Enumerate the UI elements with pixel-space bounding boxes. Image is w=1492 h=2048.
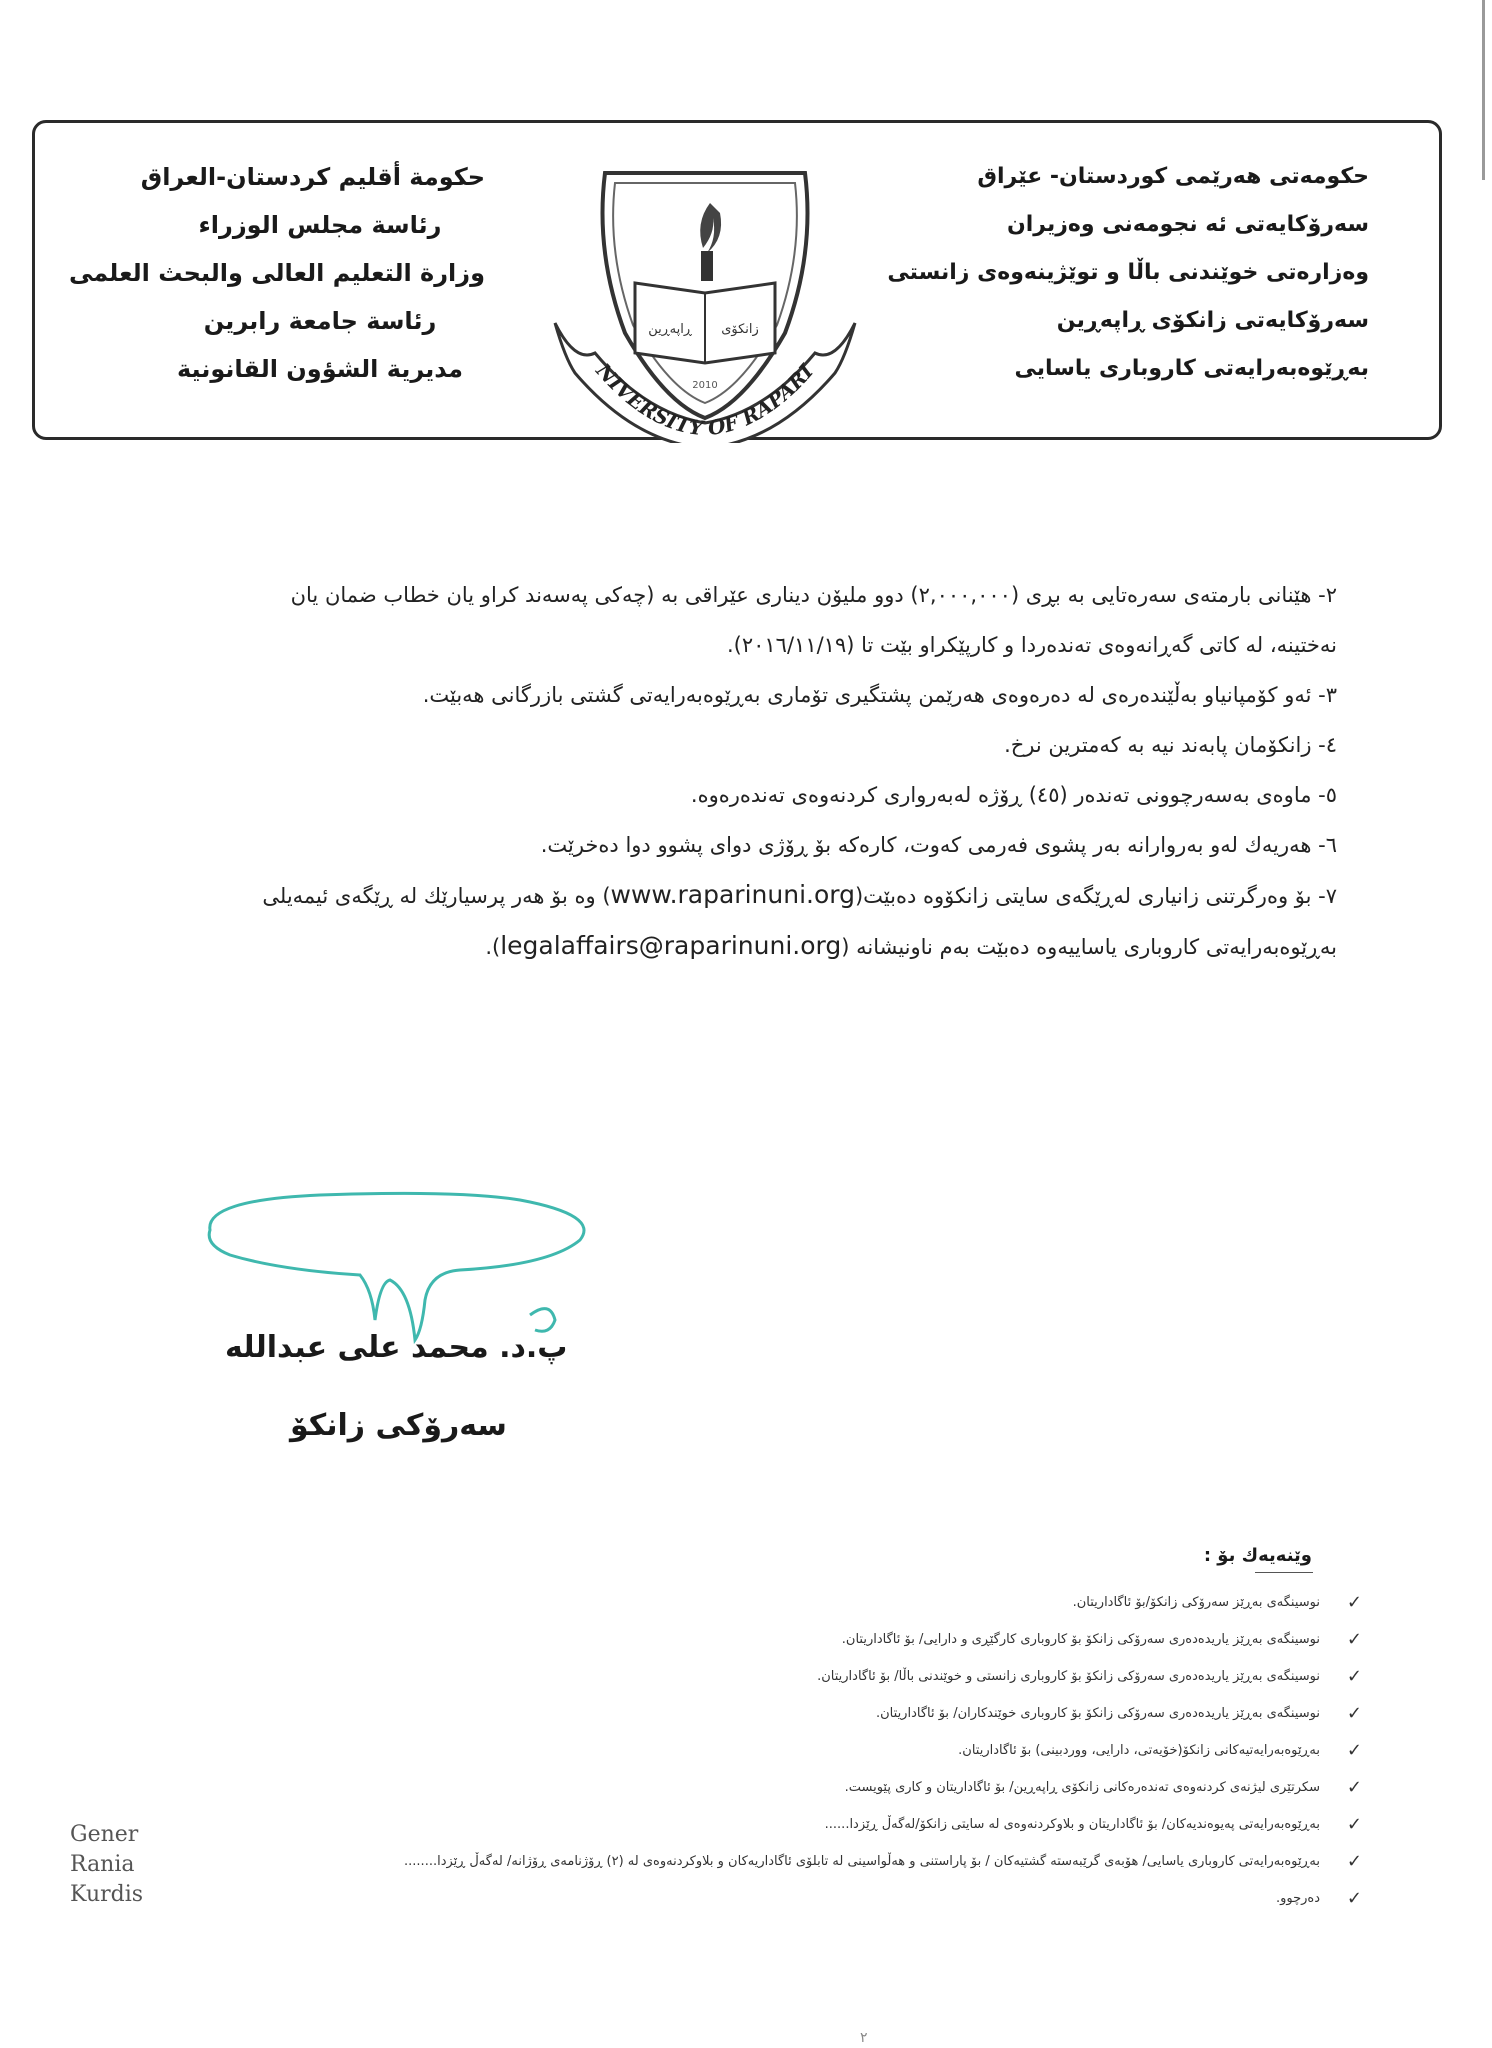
letterhead-kurdish-line: سەرۆکایەتی زانکۆی ڕاپەڕین — [1056, 308, 1369, 333]
letterhead-arabic-line: رئاسة مجلس الوزراء — [198, 211, 442, 239]
check-icon: ✓ — [1346, 1888, 1362, 1909]
cc-heading: وێنەیەك بۆ : — [1203, 1545, 1312, 1566]
condition-7-line2 — [157, 921, 1337, 972]
check-icon: ✓ — [1346, 1703, 1362, 1724]
letterhead — [32, 120, 1442, 440]
condition-7-suffix: ) وە بۆ هەر پرسیارێك لە ڕێگەی ئیمەیلی — [262, 884, 611, 908]
letterhead-arabic-line: حكومة أقليم كردستان-العراق — [140, 163, 485, 191]
fragment-line: Kurdis — [70, 1882, 144, 1907]
letterhead-kurdish-line: سەرۆکایەتی ئه نجومەنی وەزیران — [1006, 212, 1369, 237]
condition-7-line2-prefix: بەڕێوەبەرایەتی کاروباری یاساییەوە دەبێت بەم ناونیشانە ( — [841, 935, 1337, 959]
condition-3: ٣- ئەو کۆمپانیاو بەڵێندەرەی لە دەرەوەی هەرێمن پشتگیری تۆماری بەڕێوەبەرایەتی گشتی بازرگانی هەبێت. — [422, 683, 1337, 707]
cc-item-text: دەرچوو. — [1275, 1891, 1320, 1906]
cc-item — [212, 1621, 1362, 1658]
cc-item — [212, 1843, 1362, 1880]
university-seal-icon — [535, 143, 875, 443]
check-icon: ✓ — [1346, 1666, 1362, 1687]
fragment-line: Gener — [70, 1822, 139, 1847]
cc-item-text: بەڕێوەبەرایەتیەکانی زانکۆ(خۆیەتی، دارایی، ووردبینی) بۆ ئاگاداریتان. — [958, 1743, 1320, 1758]
cc-list — [212, 1584, 1362, 1917]
letterhead-arabic-line: مديرية الشؤون القانونية — [177, 355, 463, 383]
letterhead-kurdish-line: وەزارەتی خوێندنی باڵا و توێژینەوەی زانستی — [887, 260, 1369, 285]
cc-item-text: نوسینگەی بەڕێز یاریدەدەری سەرۆکی زانکۆ بۆ کاروباری خوێندکاران/ بۆ ئاگاداریتان. — [876, 1706, 1320, 1721]
cc-item-text: بەڕێوەبەرایەتی کاروباری یاسایی/ هۆبەی گرێبەستە گشتیەکان / بۆ پاراستنی و هەڵواسینی لە تابلۆی ئاگاداریەکان و بلاوکردنەوەی لە (٢) ڕۆژنامەی ڕۆژانە/ لەگەڵ ڕێزدا........ — [404, 1854, 1320, 1869]
website-link[interactable]: www.raparinuni.org — [610, 880, 855, 909]
tender-conditions — [157, 570, 1337, 972]
cc-item — [212, 1658, 1362, 1695]
condition-6: ٦- هەریەك لەو بەروارانە بەر پشوی فەرمی کەوت، کارەکە بۆ ڕۆژی دوای پشوو دوا دەخرێت. — [540, 833, 1337, 857]
check-icon: ✓ — [1346, 1629, 1362, 1650]
letterhead-arabic — [68, 153, 485, 393]
seal-book-right-text: ڕاپەڕین — [648, 322, 692, 337]
letterhead-kurdish-line: بەڕێوەبەرایەتی کاروباری یاسایی — [1014, 356, 1369, 381]
condition-7-prefix: ٧- بۆ وەرگرتنی زانیاری لەڕێگەی سایتی زانکۆوە دەبێت( — [854, 884, 1337, 908]
check-icon: ✓ — [1346, 1740, 1362, 1761]
cc-item — [212, 1732, 1362, 1769]
cc-item — [212, 1769, 1362, 1806]
cc-item — [212, 1806, 1362, 1843]
letterhead-kurdish-line: حکومەتی هەرێمی کوردستان- عێراق — [977, 164, 1369, 189]
condition-7-line2-suffix: ). — [485, 935, 501, 959]
condition-2-line2: نەختینە، لە کاتی گەڕانەوەی تەندەردا و کارپێکراو بێت تا (٢٠١٦/١١/١٩). — [726, 633, 1337, 657]
signatory-name: پ.د. محمد علی عبدالله — [225, 1330, 568, 1365]
check-icon: ✓ — [1346, 1814, 1362, 1835]
check-icon: ✓ — [1346, 1851, 1362, 1872]
cutoff-text-fragment — [70, 1820, 143, 1910]
cc-item-text: سکرتێری لیژنەی کردنەوەی تەندەرەکانی زانکۆی ڕاپەڕین/ بۆ ئاگاداریتان و کاری پێویست. — [844, 1780, 1320, 1795]
check-icon: ✓ — [1346, 1592, 1362, 1613]
check-icon: ✓ — [1346, 1777, 1362, 1798]
seal-year: 2010 — [692, 380, 718, 391]
letterhead-arabic-line: رئاسة جامعة رابرين — [203, 307, 437, 335]
condition-7-line1 — [157, 870, 1337, 921]
seal-ribbon-text: NIVERSITY OF RAPARI — [591, 358, 819, 441]
cc-item-text: نوسینگەی بەڕێز یاریدەدەری سەرۆکی زانکۆ بۆ کاروباری کارگێڕی و دارایی/ بۆ ئاگاداریتان. — [841, 1632, 1320, 1647]
cc-item — [212, 1880, 1362, 1917]
cc-item — [212, 1584, 1362, 1621]
condition-4: ٤- زانکۆمان پابەند نیە بە کەمترین نرخ. — [1004, 733, 1337, 757]
fragment-line: Rania — [70, 1852, 135, 1877]
letterhead-kurdish — [887, 153, 1369, 393]
cc-item — [212, 1695, 1362, 1732]
condition-2-line1: ٢- هێنانی بارمتەی سەرەتایی بە بڕی (٢,٠٠٠,٠٠٠) دوو ملیۆن دیناری عێراقی بە (چەکی پەسەند کراو یان خطاب ضمان یان — [290, 583, 1337, 607]
scan-edge-line — [1482, 0, 1485, 180]
seal-book-left-text: زانكۆی — [721, 322, 759, 337]
cc-heading-underline — [1255, 1572, 1313, 1573]
signatory-title: سەرۆکی زانکۆ — [290, 1408, 507, 1443]
cc-item-text: بەڕێوەبەرایەتی پەیوەندیەکان/ بۆ ئاگاداریتان و بلاوکردنەوەی لە سایتی زانکۆ/لەگەڵ ڕێزدا...... — [824, 1817, 1320, 1832]
cc-item-text: نوسینگەی بەڕێز یاریدەدەری سەرۆکی زانکۆ بۆ کاروباری زانستی و خوێندنی باڵا/ بۆ ئاگاداریتان. — [817, 1669, 1320, 1684]
condition-5: ٥- ماوەی بەسەرچوونی تەندەر (٤٥) ڕۆژە لەبەرواری کردنەوەی تەندەرەوە. — [690, 783, 1337, 807]
page-number: ٢ — [860, 2030, 868, 2046]
email-link[interactable]: legalaffairs@raparinuni.org — [500, 931, 842, 960]
cc-item-text: نوسینگەی بەڕێز سەرۆکی زانکۆ/بۆ ئاگاداریتان. — [1072, 1595, 1320, 1610]
letterhead-arabic-line: وزارة التعليم العالى والبحث العلمى — [68, 259, 485, 287]
